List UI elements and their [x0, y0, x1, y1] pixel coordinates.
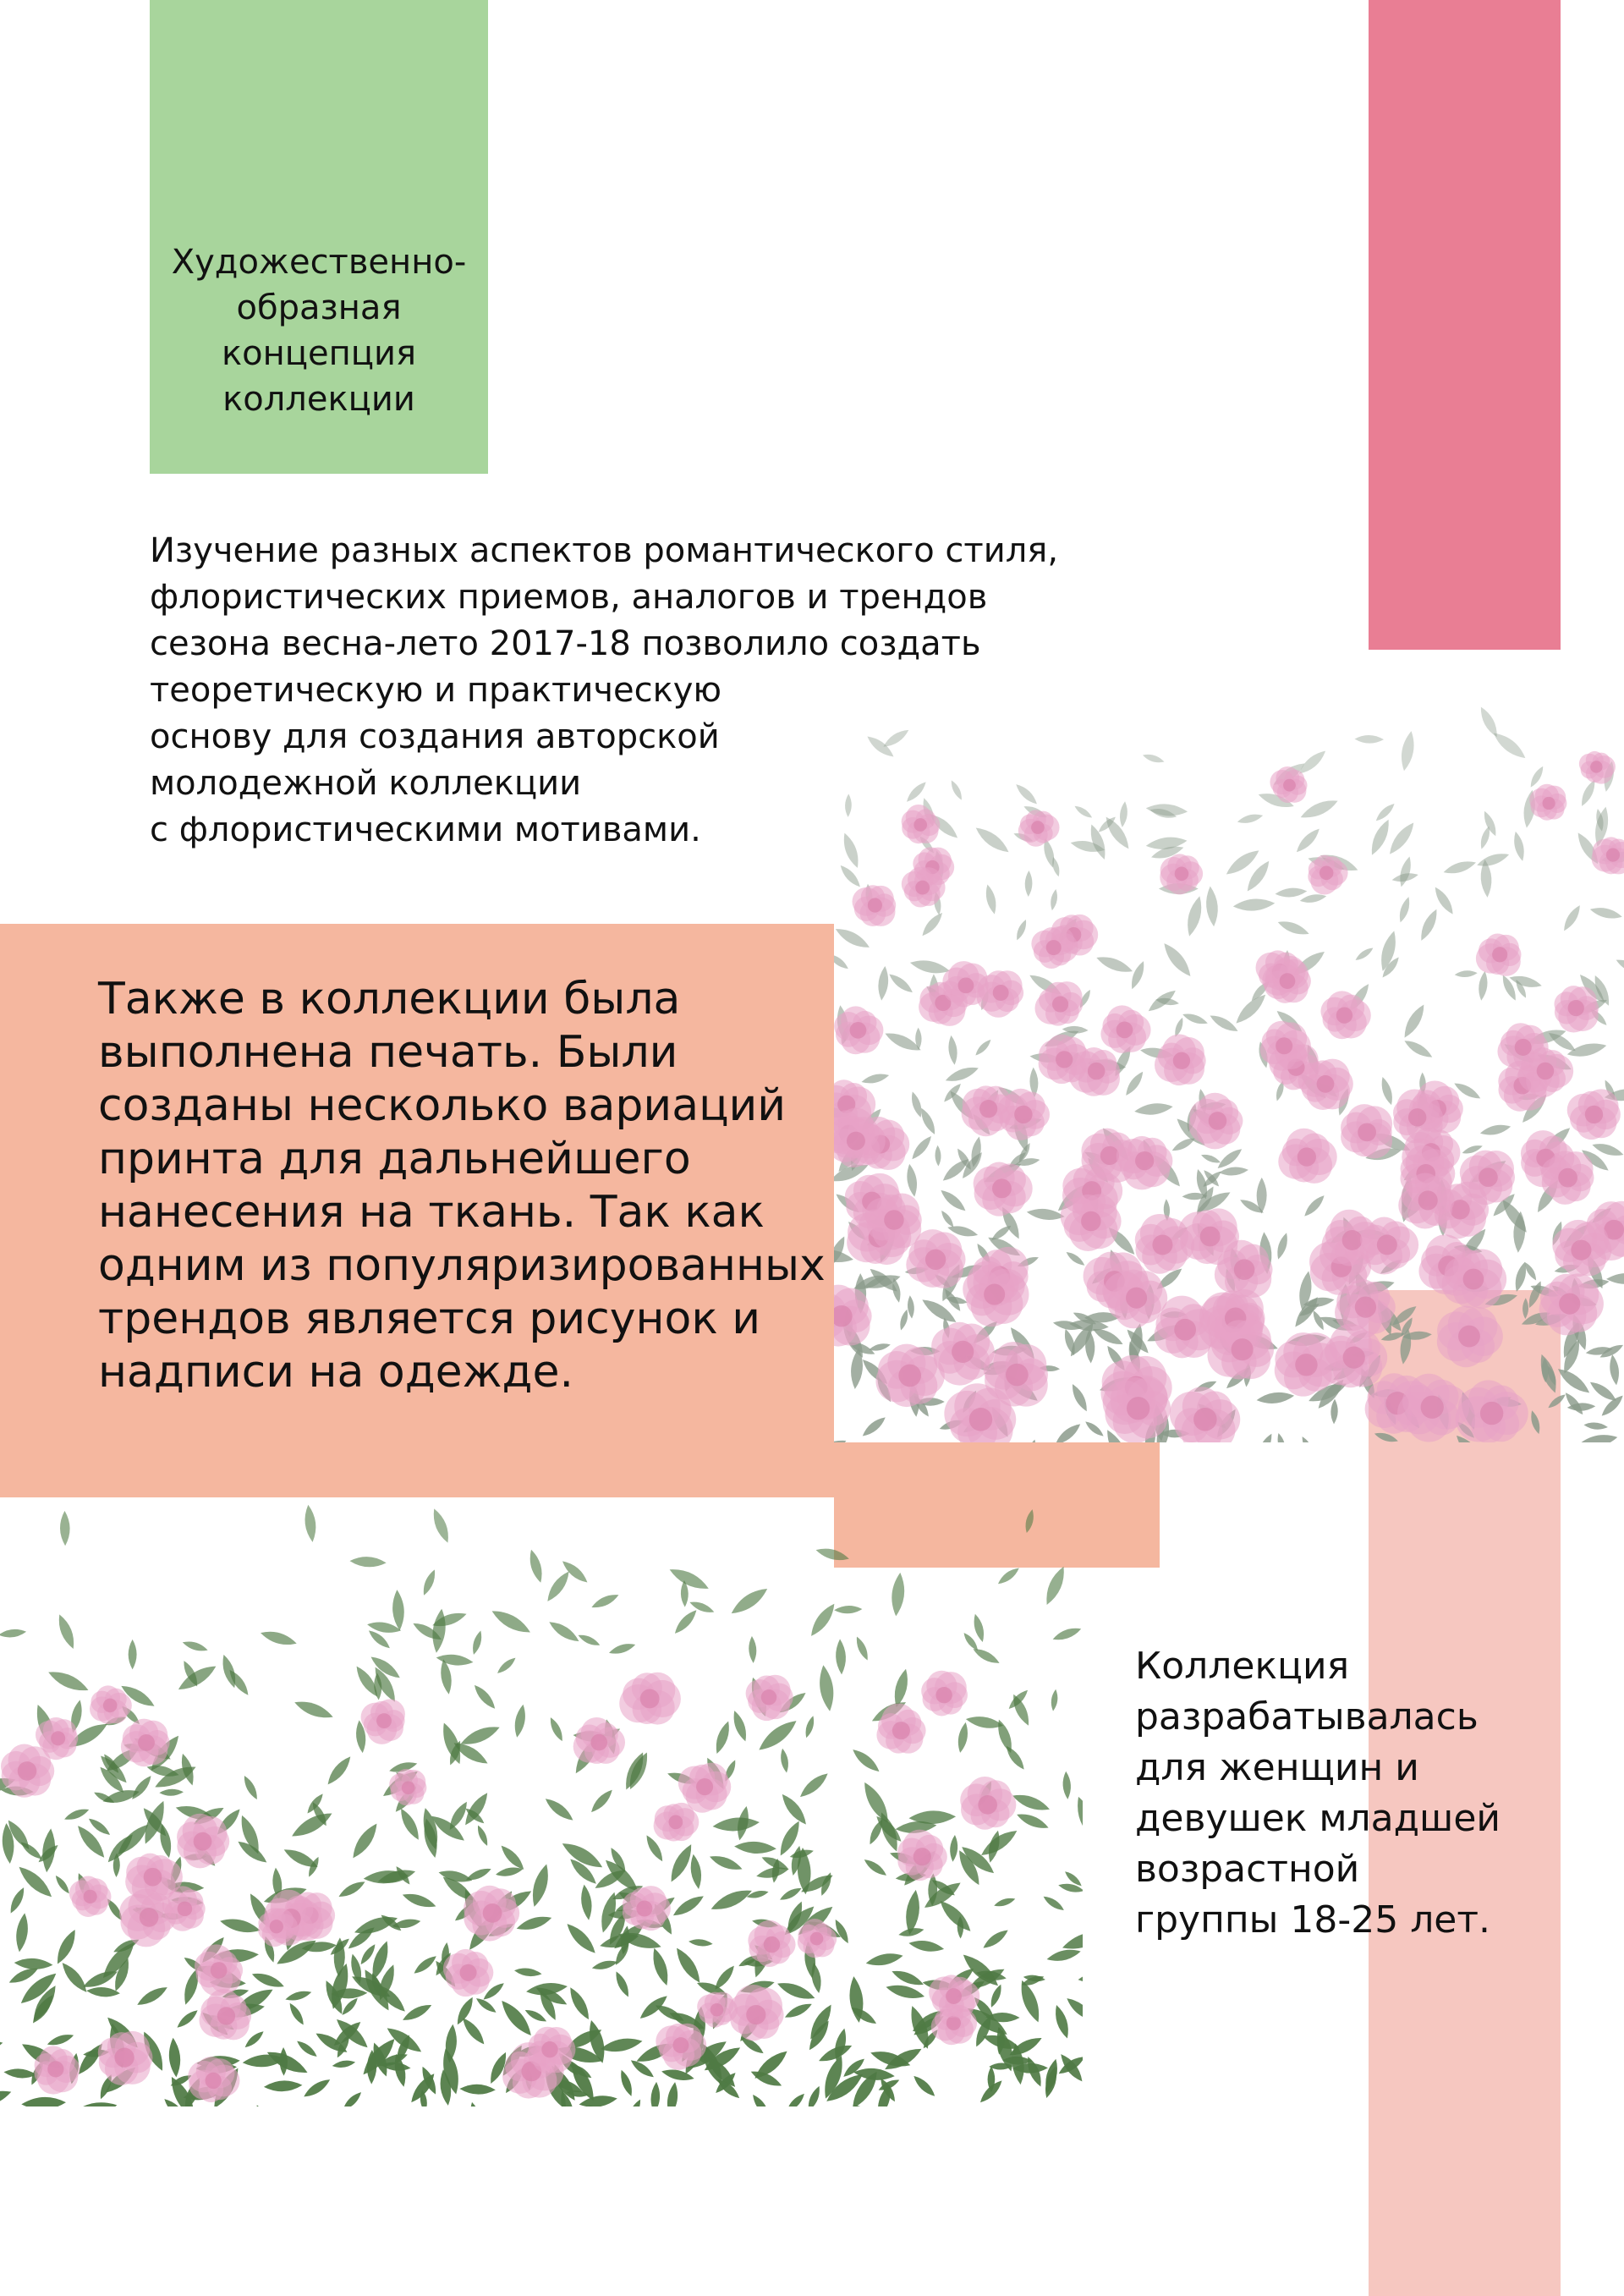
pink-accent-bar	[1369, 0, 1561, 650]
target-audience-paragraph: Коллекция разрабатывалась для женщин и девушек младшей возрастной группы 18-25 лет.	[1135, 1645, 1501, 1942]
page-title: Художественно- образная концепция коллекции	[171, 243, 467, 419]
peony-print-green-leaves-icon	[0, 1497, 1083, 2106]
print-paragraph: Также в коллекции была выполнена печать. Были созданы несколько вариаций принта для дальнейшего нанесения на ткань. Так как одним из популяризированных трендов является рисунок и надписи на одежде.	[98, 974, 826, 1398]
intro-paragraph: Изучение разных аспектов романтического стиля, флористических приемов, аналогов и трендов сезона весна-лето 2017-18 позволило создать теоретическую и практическую основу для создания авторской молодежной коллекции с флористическими мотивами.	[150, 531, 1059, 849]
